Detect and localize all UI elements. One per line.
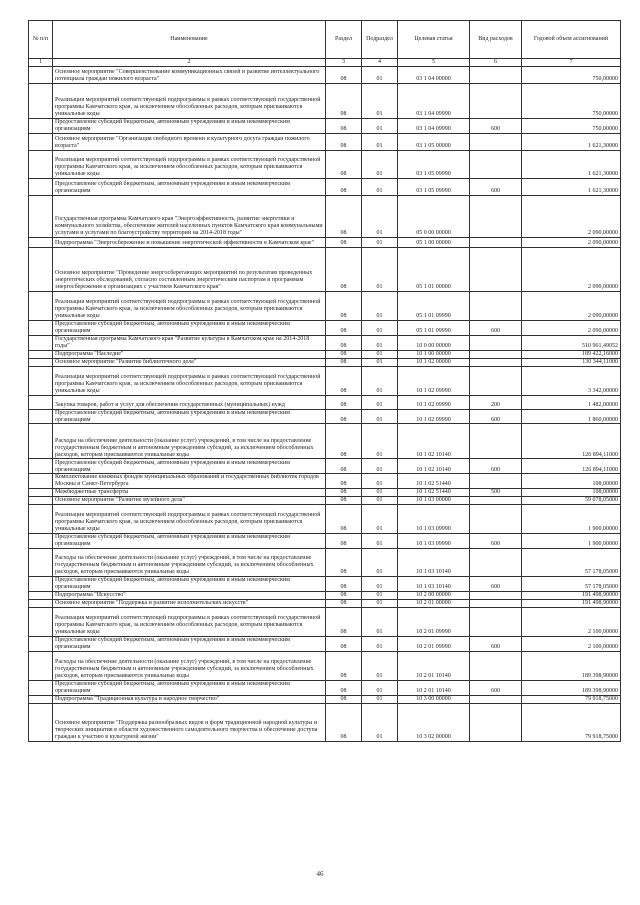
row-expense-type [470, 66, 522, 83]
row-name: Предоставление субсидий бюджетным, автономным учреждениям и иным некоммерческим организациям [53, 409, 326, 424]
row-amount: 59 078,05000 [522, 497, 621, 505]
row-num [29, 549, 53, 577]
table-row [29, 424, 621, 459]
row-num [29, 424, 53, 459]
row-amount: 510 961,49052 [522, 335, 621, 350]
row-target-code: 10 2 01 09990 [398, 608, 470, 637]
row-amount: 126 894,11000 [522, 424, 621, 459]
header-name: Наименование [53, 21, 326, 59]
row-target-code: 10 2 01 00000 [398, 600, 470, 608]
row-subsection: 01 [362, 637, 398, 652]
row-name: Подпрограмма "Наследие" [53, 350, 326, 358]
row-target-code: 10 1 02 00000 [398, 358, 470, 366]
row-subsection: 01 [362, 577, 398, 592]
table-row [29, 497, 621, 505]
row-target-code: 10 0 00 00000 [398, 335, 470, 350]
row-name: Подпрограмма "Традиционная культура и народное творчество" [53, 696, 326, 704]
row-expense-type [470, 704, 522, 742]
row-amount: 189 398,90000 [522, 652, 621, 681]
table-row [29, 366, 621, 395]
row-target-code: 10 1 03 10140 [398, 549, 470, 577]
column-number: 4 [362, 59, 398, 67]
row-target-code: 10 2 01 09990 [398, 637, 470, 652]
row-subsection: 01 [362, 133, 398, 150]
row-subsection: 01 [362, 592, 398, 600]
row-num [29, 395, 53, 409]
row-subsection: 01 [362, 652, 398, 681]
row-section: 08 [326, 150, 362, 178]
row-subsection: 01 [362, 247, 398, 291]
row-expense-type [470, 247, 522, 291]
row-subsection: 01 [362, 291, 398, 320]
row-amount: 1 900,00000 [522, 505, 621, 534]
row-target-code: 10 1 00 00000 [398, 350, 470, 358]
row-num [29, 195, 53, 237]
row-section: 08 [326, 592, 362, 600]
row-amount: 2 090,00000 [522, 195, 621, 237]
row-expense-type: 600 [470, 178, 522, 195]
table-row [29, 474, 621, 489]
row-expense-type [470, 608, 522, 637]
row-num [29, 681, 53, 696]
row-name: Расходы на обеспечение деятельности (оказание услуг) учреждений, в том числе на предоставление государственным бюджетным и автономным учреждениям субсидий, за исключением обособленных расходов, которым присваиваются уникальные коды [53, 424, 326, 459]
table-row [29, 395, 621, 409]
row-section: 08 [326, 474, 362, 489]
column-number: 6 [470, 59, 522, 67]
row-amount: 57 178,05000 [522, 549, 621, 577]
column-number: 5 [398, 59, 470, 67]
row-num [29, 497, 53, 505]
table-row [29, 118, 621, 133]
table-row [29, 681, 621, 696]
row-expense-type [470, 600, 522, 608]
row-target-code: 10 1 02 09990 [398, 366, 470, 395]
row-num [29, 704, 53, 742]
row-expense-type [470, 291, 522, 320]
row-name: Реализация мероприятий соответствующей подпрограммы в рамках соответствующей государственной программы Камчатского края, за исключением обособленных расходов, которым присваиваются уникальные коды [53, 83, 326, 118]
table-row [29, 358, 621, 366]
row-subsection: 01 [362, 696, 398, 704]
table-row [29, 505, 621, 534]
row-section: 08 [326, 335, 362, 350]
table-row [29, 66, 621, 83]
table-row [29, 608, 621, 637]
row-target-code: 05 1 01 09990 [398, 291, 470, 320]
row-expense-type [470, 366, 522, 395]
row-name: Предоставление субсидий бюджетным, автономным учреждениям и иным некоммерческим организациям [53, 534, 326, 549]
row-subsection: 01 [362, 600, 398, 608]
row-expense-type: 600 [470, 409, 522, 424]
header-target: Целевая статья [398, 21, 470, 59]
row-target-code: 10 1 02 09990 [398, 409, 470, 424]
row-section: 08 [326, 291, 362, 320]
row-name: Основное мероприятие "Поддержка разнообразных видов и форм традиционной народной культуры и творческих инициатив в области художественного самодеятельного творчества и обеспечение доступа граждан к участию в культурной жизни" [53, 704, 326, 742]
row-expense-type: 600 [470, 637, 522, 652]
row-target-code: 03 1 05 09990 [398, 178, 470, 195]
row-name: Межбюджетные трансферты [53, 489, 326, 497]
table-row [29, 237, 621, 247]
row-amount: 126 894,11000 [522, 459, 621, 474]
row-amount: 1 621,30000 [522, 150, 621, 178]
row-num [29, 66, 53, 83]
row-amount: 57 178,05000 [522, 577, 621, 592]
row-subsection: 01 [362, 409, 398, 424]
row-num [29, 409, 53, 424]
row-expense-type: 200 [470, 395, 522, 409]
table-row [29, 600, 621, 608]
header-section: Раздел [326, 21, 362, 59]
row-amount: 750,00000 [522, 66, 621, 83]
row-amount: 79 918,75000 [522, 696, 621, 704]
row-name: Основное мероприятие "Развитие библиотечного дела" [53, 358, 326, 366]
row-num [29, 133, 53, 150]
row-name: Основное мероприятие "Развитие музейного дела" [53, 497, 326, 505]
table-row [29, 150, 621, 178]
table-row [29, 83, 621, 118]
row-num [29, 505, 53, 534]
row-expense-type: 600 [470, 459, 522, 474]
row-target-code: 10 2 01 10140 [398, 681, 470, 696]
row-subsection: 01 [362, 424, 398, 459]
row-num [29, 637, 53, 652]
table-row [29, 637, 621, 652]
table-row [29, 133, 621, 150]
row-expense-type [470, 592, 522, 600]
row-section: 08 [326, 577, 362, 592]
row-section: 08 [326, 637, 362, 652]
row-amount: 750,00000 [522, 83, 621, 118]
row-amount: 1 482,00000 [522, 395, 621, 409]
row-num [29, 237, 53, 247]
row-target-code: 03 1 04 00000 [398, 66, 470, 83]
row-section: 08 [326, 83, 362, 118]
row-target-code: 05 1 01 00000 [398, 247, 470, 291]
row-name: Подпрограмма "Энергосбережение и повышение энергетической эффективности в Камчатском крае" [53, 237, 326, 247]
row-amount: 1 621,30000 [522, 133, 621, 150]
row-num [29, 592, 53, 600]
row-name: Расходы на обеспечение деятельности (оказание услуг) учреждений, в том числе на предоставление государственным бюджетным и автономным учреждениям субсидий, за исключением обособленных расходов, которым присваиваются уникальные коды [53, 549, 326, 577]
row-target-code: 10 2 00 00000 [398, 592, 470, 600]
row-amount: 108,00000 [522, 474, 621, 489]
row-amount: 1 621,30000 [522, 178, 621, 195]
row-num [29, 474, 53, 489]
row-expense-type [470, 549, 522, 577]
row-subsection: 01 [362, 366, 398, 395]
row-expense-type: 500 [470, 489, 522, 497]
table-row [29, 178, 621, 195]
row-target-code: 03 1 04 09990 [398, 83, 470, 118]
row-section: 08 [326, 395, 362, 409]
row-expense-type [470, 505, 522, 534]
row-name: Комплектование книжных фондов муниципальных образований и государственных библиотек городов Москвы и Санкт-Петербурга [53, 474, 326, 489]
header-num: № п/п [29, 21, 53, 59]
row-section: 08 [326, 195, 362, 237]
row-target-code: 10 3 00 00000 [398, 696, 470, 704]
row-subsection: 01 [362, 395, 398, 409]
row-name: Предоставление субсидий бюджетным, автономным учреждениям и иным некоммерческим организациям [53, 320, 326, 335]
row-amount: 189 398,90000 [522, 681, 621, 696]
row-name: Реализация мероприятий соответствующей подпрограммы в рамках соответствующей государственной программы Камчатского края, за исключением обособленных расходов, которым присваиваются уникальные коды [53, 608, 326, 637]
row-expense-type [470, 497, 522, 505]
row-expense-type [470, 237, 522, 247]
row-expense-type [470, 474, 522, 489]
table-row [29, 534, 621, 549]
row-target-code: 05 1 01 09990 [398, 320, 470, 335]
table-row [29, 549, 621, 577]
row-expense-type [470, 696, 522, 704]
row-subsection: 01 [362, 358, 398, 366]
row-subsection: 01 [362, 118, 398, 133]
header-amount: Годовой объем ассигнований [522, 21, 621, 59]
row-target-code: 10 1 02 09990 [398, 395, 470, 409]
row-num [29, 696, 53, 704]
row-amount: 130 344,11000 [522, 358, 621, 366]
row-num [29, 118, 53, 133]
row-num [29, 335, 53, 350]
row-amount: 2 090,00000 [522, 291, 621, 320]
row-subsection: 01 [362, 320, 398, 335]
row-expense-type [470, 350, 522, 358]
table-row [29, 350, 621, 358]
column-number: 7 [522, 59, 621, 67]
row-expense-type [470, 195, 522, 237]
row-target-code: 10 1 02 10140 [398, 459, 470, 474]
row-section: 08 [326, 320, 362, 335]
column-number: 1 [29, 59, 53, 67]
row-name: Основное мероприятие "Поддержка и развитие исполнительских искусств" [53, 600, 326, 608]
row-section: 08 [326, 652, 362, 681]
row-section: 08 [326, 608, 362, 637]
row-name: Подпрограмма "Искусство" [53, 592, 326, 600]
row-name: Основное мероприятие "Проведение энергосберегающих мероприятий по результатам проведенных энергетических обследований, согласно составленным энергетическим паспортам и программам энергосбережения в организациях с участием Камчатского края" [53, 247, 326, 291]
row-subsection: 01 [362, 534, 398, 549]
row-num [29, 247, 53, 291]
row-expense-type: 600 [470, 681, 522, 696]
row-num [29, 291, 53, 320]
row-target-code: 05 0 00 00000 [398, 195, 470, 237]
row-amount: 2 090,00000 [522, 247, 621, 291]
row-target-code: 10 1 03 09990 [398, 534, 470, 549]
row-num [29, 577, 53, 592]
row-expense-type [470, 424, 522, 459]
table-header-row [29, 21, 621, 59]
row-name: Расходы на обеспечение деятельности (оказание услуг) учреждений, в том числе на предоставление государственным бюджетным и автономным учреждениям субсидий, за исключением обособленных расходов, которым присваиваются уникальные коды [53, 652, 326, 681]
header-expense-type: Вид расходов [470, 21, 522, 59]
table-body [29, 66, 621, 741]
row-section: 08 [326, 247, 362, 291]
row-subsection: 01 [362, 237, 398, 247]
row-amount: 191 498,90000 [522, 600, 621, 608]
row-name: Государственная программа Камчатского края "Развитие культуры в Камчатском крае на 2014-2018 годы" [53, 335, 326, 350]
row-expense-type: 600 [470, 118, 522, 133]
row-amount: 2 090,00000 [522, 320, 621, 335]
row-num [29, 83, 53, 118]
budget-table [28, 20, 621, 742]
table-row [29, 247, 621, 291]
row-section: 08 [326, 681, 362, 696]
table-row [29, 592, 621, 600]
column-number: 2 [53, 59, 326, 67]
row-name: Основное мероприятие "Организация свободного времени и культурного досуга граждан пожилого возраста" [53, 133, 326, 150]
row-num [29, 489, 53, 497]
row-section: 08 [326, 704, 362, 742]
row-expense-type [470, 83, 522, 118]
row-name: Предоставление субсидий бюджетным, автономным учреждениям и иным некоммерческим организациям [53, 459, 326, 474]
table-row [29, 320, 621, 335]
row-subsection: 01 [362, 474, 398, 489]
table-row [29, 409, 621, 424]
row-section: 08 [326, 366, 362, 395]
row-amount: 1 860,00000 [522, 409, 621, 424]
row-num [29, 600, 53, 608]
row-name: Государственная программа Камчатского края "Энергоэффективность, развитие энергетики и коммунального хозяйства, обеспечение жителей населенных пунктов Камчатского края коммунальными услугами и услугами по благоустройству территорий на 2014-2018 годы" [53, 195, 326, 237]
row-num [29, 150, 53, 178]
row-name: Основное мероприятие "Совершенствование коммуникационных связей и развитие интеллектуального потенциала граждан пожилого возраста" [53, 66, 326, 83]
row-section: 08 [326, 133, 362, 150]
row-target-code: 10 1 02 51440 [398, 489, 470, 497]
row-target-code: 10 1 03 10140 [398, 577, 470, 592]
row-num [29, 366, 53, 395]
row-subsection: 01 [362, 350, 398, 358]
row-name: Реализация мероприятий соответствующей подпрограммы в рамках соответствующей государственной программы Камчатского края, за исключением обособленных расходов, которым присваиваются уникальные коды [53, 150, 326, 178]
row-amount: 2 090,00000 [522, 237, 621, 247]
row-subsection: 01 [362, 704, 398, 742]
table-row [29, 489, 621, 497]
row-subsection: 01 [362, 608, 398, 637]
table-row [29, 577, 621, 592]
row-section: 08 [326, 549, 362, 577]
row-amount: 3 342,00000 [522, 366, 621, 395]
row-expense-type [470, 150, 522, 178]
table-row [29, 291, 621, 320]
row-expense-type: 600 [470, 534, 522, 549]
row-section: 08 [326, 178, 362, 195]
row-section: 08 [326, 118, 362, 133]
row-num [29, 320, 53, 335]
row-expense-type [470, 652, 522, 681]
row-section: 08 [326, 409, 362, 424]
row-section: 08 [326, 350, 362, 358]
row-section: 08 [326, 424, 362, 459]
row-section: 08 [326, 600, 362, 608]
row-subsection: 01 [362, 505, 398, 534]
row-name: Предоставление субсидий бюджетным, автономным учреждениям и иным некоммерческим организациям [53, 637, 326, 652]
row-amount: 79 918,75000 [522, 704, 621, 742]
row-subsection: 01 [362, 497, 398, 505]
row-amount: 2 100,00000 [522, 637, 621, 652]
row-subsection: 01 [362, 489, 398, 497]
row-subsection: 01 [362, 335, 398, 350]
row-target-code: 10 2 01 10140 [398, 652, 470, 681]
row-num [29, 178, 53, 195]
row-target-code: 10 1 02 51440 [398, 474, 470, 489]
table-row [29, 335, 621, 350]
table-row [29, 652, 621, 681]
row-name: Реализация мероприятий соответствующей подпрограммы в рамках соответствующей государственной программы Камчатского края, за исключением обособленных расходов, которым присваиваются уникальные коды [53, 291, 326, 320]
row-amount: 2 100,00000 [522, 608, 621, 637]
row-amount: 750,00000 [522, 118, 621, 133]
row-amount: 189 422,16000 [522, 350, 621, 358]
row-amount: 191 498,90000 [522, 592, 621, 600]
table-row [29, 195, 621, 237]
row-name: Предоставление субсидий бюджетным, автономным учреждениям и иным некоммерческим организациям [53, 577, 326, 592]
row-name: Реализация мероприятий соответствующей подпрограммы в рамках соответствующей государственной программы Камчатского края, за исключением обособленных расходов, которым присваиваются уникальные коды [53, 366, 326, 395]
row-subsection: 01 [362, 195, 398, 237]
row-subsection: 01 [362, 681, 398, 696]
row-expense-type: 600 [470, 320, 522, 335]
row-section: 08 [326, 66, 362, 83]
row-target-code: 10 1 03 00000 [398, 497, 470, 505]
row-subsection: 01 [362, 66, 398, 83]
table-row [29, 704, 621, 742]
row-expense-type [470, 358, 522, 366]
row-name: Реализация мероприятий соответствующей подпрограммы в рамках соответствующей государственной программы Камчатского края, за исключением обособленных расходов, которым присваиваются уникальные коды [53, 505, 326, 534]
row-section: 08 [326, 358, 362, 366]
header-subsection: Подраздел [362, 21, 398, 59]
row-subsection: 01 [362, 459, 398, 474]
row-num [29, 534, 53, 549]
column-number: 3 [326, 59, 362, 67]
row-section: 08 [326, 534, 362, 549]
row-subsection: 01 [362, 549, 398, 577]
row-expense-type: 600 [470, 577, 522, 592]
row-name: Предоставление субсидий бюджетным, автономным учреждениям и иным некоммерческим организациям [53, 118, 326, 133]
row-subsection: 01 [362, 83, 398, 118]
row-subsection: 01 [362, 150, 398, 178]
row-amount: 1 900,00000 [522, 534, 621, 549]
row-num [29, 652, 53, 681]
row-target-code: 10 3 02 00000 [398, 704, 470, 742]
row-name: Закупка товаров, работ и услуг для обеспечения государственных (муниципальных) нужд [53, 395, 326, 409]
row-expense-type [470, 335, 522, 350]
row-section: 08 [326, 497, 362, 505]
row-target-code: 03 1 04 09990 [398, 118, 470, 133]
table-row [29, 696, 621, 704]
row-section: 08 [326, 489, 362, 497]
row-target-code: 10 1 03 09990 [398, 505, 470, 534]
page-number: 46 [316, 870, 324, 878]
row-target-code: 03 1 05 00000 [398, 133, 470, 150]
row-expense-type [470, 133, 522, 150]
row-num [29, 459, 53, 474]
column-number-row [29, 59, 621, 67]
row-section: 08 [326, 459, 362, 474]
row-name: Предоставление субсидий бюджетным, автономным учреждениям и иным некоммерческим организациям [53, 681, 326, 696]
row-target-code: 03 1 05 09990 [398, 150, 470, 178]
row-amount: 108,00000 [522, 489, 621, 497]
row-num [29, 608, 53, 637]
row-section: 08 [326, 696, 362, 704]
row-target-code: 10 1 02 10140 [398, 424, 470, 459]
row-section: 08 [326, 237, 362, 247]
row-section: 08 [326, 505, 362, 534]
row-name: Предоставление субсидий бюджетным, автономным учреждениям и иным некоммерческим организациям [53, 178, 326, 195]
table-row [29, 459, 621, 474]
row-num [29, 350, 53, 358]
row-target-code: 05 1 00 00000 [398, 237, 470, 247]
row-subsection: 01 [362, 178, 398, 195]
row-num [29, 358, 53, 366]
